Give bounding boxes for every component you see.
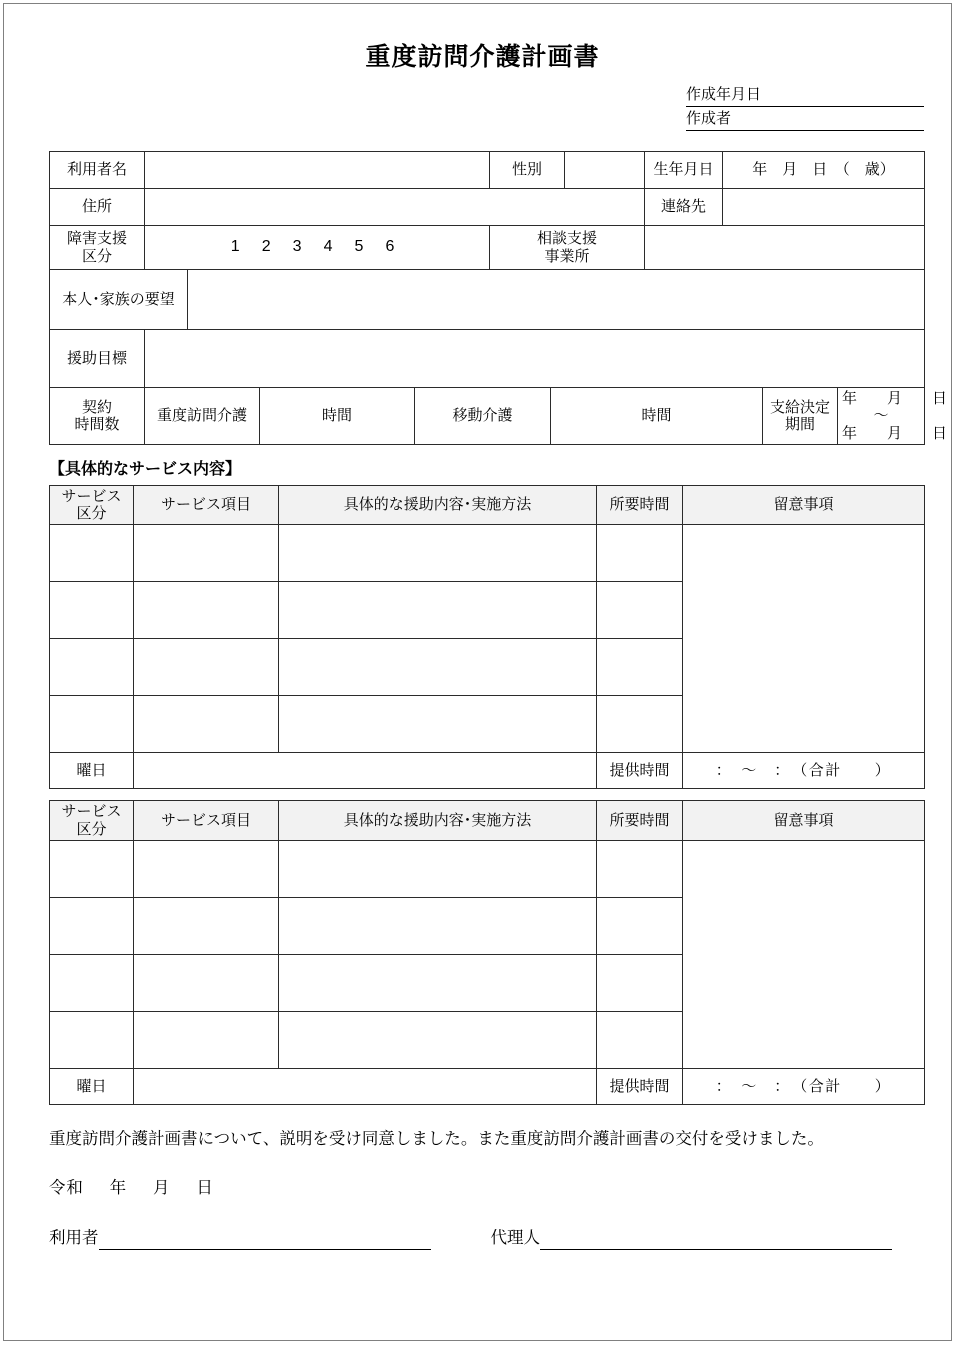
page-title: 重度訪問介護計画書	[365, 43, 600, 71]
table-footer-row	[50, 753, 925, 789]
table-row	[50, 840, 925, 897]
payment-period-value[interactable]: 年 月 日 ～ 年 月 日	[838, 388, 925, 445]
user-name-label: 利用者名	[50, 152, 145, 189]
contact-label: 連絡先	[645, 189, 723, 226]
cell-service-division[interactable]	[50, 897, 134, 954]
col-header-service-division: サービス 区分	[50, 801, 134, 841]
year-label[interactable]: 年	[109, 1178, 127, 1197]
cell-service-division[interactable]	[50, 1011, 134, 1068]
col-header-service-detail: 具体的な援助内容･実施方法	[279, 801, 597, 841]
col-header-service-item: サービス項目	[134, 801, 279, 841]
address-label: 住所	[50, 189, 145, 226]
payment-period-label: 支給決定 期間	[763, 388, 838, 445]
consent-statement: 重度訪問介護計画書について、説明を受け同意しました。また重度訪問介護計画書の交付を受けました。	[49, 1129, 824, 1148]
cell-service-detail[interactable]	[279, 582, 597, 639]
signature-agent-field[interactable]	[540, 1230, 892, 1250]
col-header-duration: 所要時間	[597, 485, 683, 525]
table-header-row	[50, 801, 925, 841]
cell-service-detail[interactable]	[279, 1011, 597, 1068]
cell-service-item[interactable]	[134, 582, 279, 639]
consent-date-line	[49, 1174, 924, 1198]
service-section-heading: 【具体的なサービス内容】	[49, 460, 242, 478]
wishes-label: 本人･家族の要望	[50, 270, 188, 330]
disability-level-label: 障害支援 区分	[50, 226, 145, 270]
contract-hours-label: 契約 時間数	[50, 388, 145, 445]
birthdate-label: 生年月日	[645, 152, 723, 189]
signature-user	[49, 1224, 431, 1250]
col-header-service-item: サービス項目	[134, 485, 279, 525]
signature-agent	[491, 1224, 893, 1250]
cell-service-item[interactable]	[134, 639, 279, 696]
cell-duration[interactable]	[597, 582, 683, 639]
cell-service-division[interactable]	[50, 639, 134, 696]
provide-time-value[interactable]: ： ～ ： （合計 ）	[683, 1068, 925, 1104]
cell-service-division[interactable]	[50, 525, 134, 582]
plan-detail-table	[49, 269, 948, 445]
signature-user-label: 利用者	[49, 1228, 99, 1247]
wishes-value[interactable]	[188, 270, 925, 330]
table-row-address	[50, 189, 925, 226]
gender-value[interactable]	[565, 152, 645, 189]
signature-agent-label: 代理人	[490, 1228, 540, 1247]
service-content-table-2	[49, 800, 925, 1105]
cell-service-division[interactable]	[50, 582, 134, 639]
creator-block	[686, 85, 924, 131]
cell-duration[interactable]	[597, 525, 683, 582]
cell-service-division[interactable]	[50, 840, 134, 897]
user-name-value[interactable]	[145, 152, 490, 189]
col-header-notes: 留意事項	[683, 801, 925, 841]
consult-office-value[interactable]	[645, 226, 925, 270]
document-content	[49, 4, 948, 1250]
user-info-table	[49, 151, 925, 270]
contact-value[interactable]	[723, 189, 925, 226]
weekday-value[interactable]	[134, 1068, 597, 1104]
creator-name-field[interactable]: 作成者	[686, 109, 924, 131]
table-header-row	[50, 485, 925, 525]
goal-value[interactable]	[145, 330, 925, 388]
disability-level-options[interactable]: 1 2 3 4 5 6	[145, 226, 490, 270]
cell-duration[interactable]	[597, 1011, 683, 1068]
signature-row	[49, 1224, 924, 1250]
cell-notes[interactable]	[683, 525, 925, 753]
table-row-goal	[50, 330, 925, 388]
cell-service-item[interactable]	[134, 897, 279, 954]
service-content-table-1	[49, 485, 925, 790]
weekday-label: 曜日	[50, 1068, 134, 1104]
address-value[interactable]	[145, 189, 645, 226]
cell-duration[interactable]	[597, 897, 683, 954]
goal-label: 援助目標	[50, 330, 145, 388]
cell-service-detail[interactable]	[279, 639, 597, 696]
provide-time-label: 提供時間	[597, 1068, 683, 1104]
cell-service-detail[interactable]	[279, 954, 597, 1011]
day-label[interactable]: 日	[196, 1178, 214, 1197]
table-footer-row	[50, 1068, 925, 1104]
cell-service-detail[interactable]	[279, 696, 597, 753]
provide-time-value[interactable]: ： ～ ： （合計 ）	[683, 753, 925, 789]
table-gap	[49, 789, 924, 800]
table-row-wishes	[50, 270, 925, 330]
cell-duration[interactable]	[597, 954, 683, 1011]
table-row-contract-hours	[50, 388, 925, 445]
col-header-service-detail: 具体的な援助内容･実施方法	[279, 485, 597, 525]
cell-service-item[interactable]	[134, 696, 279, 753]
cell-service-detail[interactable]	[279, 840, 597, 897]
cell-duration[interactable]	[597, 840, 683, 897]
service-a-value[interactable]: 時間	[260, 388, 415, 445]
cell-duration[interactable]	[597, 696, 683, 753]
era-label: 令和	[49, 1178, 84, 1197]
cell-duration[interactable]	[597, 639, 683, 696]
gender-label: 性別	[490, 152, 565, 189]
cell-service-detail[interactable]	[279, 897, 597, 954]
table-row-disability	[50, 226, 925, 270]
cell-notes[interactable]	[683, 840, 925, 1068]
provide-time-label: 提供時間	[597, 753, 683, 789]
service-a-label: 重度訪問介護	[145, 388, 260, 445]
weekday-value[interactable]	[134, 753, 597, 789]
cell-service-item[interactable]	[134, 954, 279, 1011]
cell-service-division[interactable]	[50, 954, 134, 1011]
creation-date-field[interactable]: 作成年月日	[686, 85, 924, 107]
page-frame	[3, 3, 952, 1341]
weekday-label: 曜日	[50, 753, 134, 789]
cell-service-division[interactable]	[50, 696, 134, 753]
cell-service-item[interactable]	[134, 840, 279, 897]
service-b-value[interactable]: 時間	[551, 388, 763, 445]
col-header-notes: 留意事項	[683, 485, 925, 525]
cell-service-item[interactable]	[134, 525, 279, 582]
birthdate-value[interactable]: 年 月 日 （ 歳）	[723, 152, 925, 189]
table-row	[50, 525, 925, 582]
service-b-label: 移動介護	[415, 388, 551, 445]
col-header-duration: 所要時間	[597, 801, 683, 841]
consult-office-label: 相談支援 事業所	[490, 226, 645, 270]
col-header-service-division: サービス 区分	[50, 485, 134, 525]
cell-service-detail[interactable]	[279, 525, 597, 582]
signature-user-field[interactable]	[99, 1230, 431, 1250]
table-row-user-name	[50, 152, 925, 189]
month-label[interactable]: 月	[152, 1178, 171, 1197]
cell-service-item[interactable]	[134, 1011, 279, 1068]
